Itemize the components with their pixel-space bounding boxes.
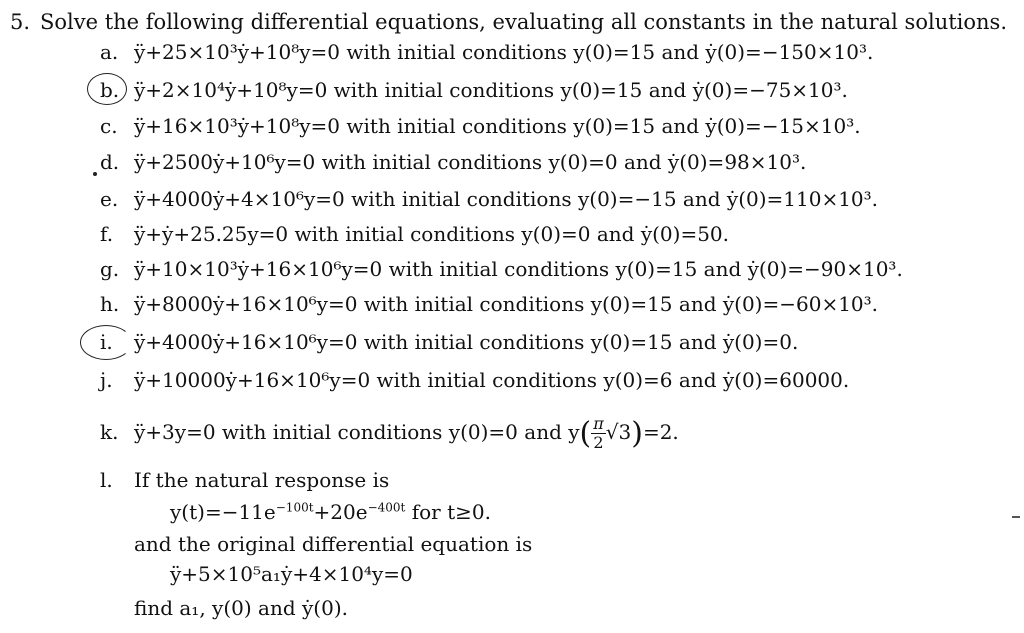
problem-title [10,10,1007,34]
original-equation-text: ÿ+5×10⁵a₁ẏ+4×10⁴y=0 [170,562,413,586]
item-e [100,187,878,211]
handwritten-circle-i [80,325,132,360]
item-a [100,40,873,64]
item-l-line3 [134,532,532,556]
item-label: d. [100,150,120,174]
item-text: ÿ+16×10³ẏ+10⁸y=0 with initial conditions y(0)=15 and ẏ(0)=−15×10³. [134,114,861,138]
item-d [100,150,806,174]
item-text: ÿ+10×10³ẏ+16×10⁶y=0 with initial conditions y(0)=15 and ẏ(0)=−90×10³. [134,257,903,281]
item-label: c. [100,114,118,138]
stray-mark [93,172,97,176]
exponent-1: −100t [275,500,314,515]
item-label: a. [100,40,119,64]
handwritten-circle-b [87,73,127,105]
item-b [100,78,848,102]
pi-over-two-fraction [591,415,606,452]
left-paren: ( [579,416,592,451]
item-label: g. [100,257,120,281]
fraction-numerator: π [593,414,604,433]
item-label: b. [100,78,120,102]
item-text: ÿ+8000ẏ+16×10⁶y=0 with initial conditions y(0)=15 and ẏ(0)=−60×10³. [134,292,879,316]
item-c [100,114,861,138]
item-text: ÿ+4000ẏ+4×10⁶y=0 with initial conditions y(0)=−15 and ẏ(0)=110×10³. [134,187,879,211]
problem-statement: Solve the following differential equations, evaluating all constants in the natural solutions. [40,10,1007,34]
item-label: k. [100,420,119,444]
item-l-intro: If the natural response is [134,468,390,492]
response-term-2: +20e [313,500,368,524]
item-label: f. [100,222,114,246]
exponent-2: −400t [367,500,406,515]
item-k-result: =2. [642,420,679,444]
sqrt-three: √3 [605,420,632,444]
item-text: ÿ+2500ẏ+10⁶y=0 with initial conditions y(0)=0 and ẏ(0)=98×10³. [134,150,807,174]
item-k [100,415,679,452]
original-equation-intro: and the original differential equation is [134,532,533,556]
item-h [100,292,878,316]
stray-mark [1012,516,1020,518]
item-g [100,257,903,281]
right-paren: ) [631,416,643,451]
item-l-question [134,596,348,620]
item-label: j. [100,368,113,392]
item-text: ÿ+2×10⁴ẏ+10⁸y=0 with initial conditions y(0)=15 and ẏ(0)=−75×10³. [134,78,848,102]
natural-response-equation [170,500,491,524]
item-f [100,222,729,246]
problem-number: 5. [10,10,31,34]
item-label: h. [100,292,120,316]
item-label: i. [100,330,113,354]
item-text: ÿ+25×10³ẏ+10⁸y=0 with initial conditions y(0)=15 and ẏ(0)=−150×10³. [134,40,874,64]
item-l [100,468,389,492]
item-text: ÿ+ẏ+25.25y=0 with initial conditions y(0)=0 and ẏ(0)=50. [134,222,730,246]
find-question-text: find a₁, y(0) and ẏ(0). [134,596,348,620]
item-label: l. [100,468,113,492]
item-k-text: ÿ+3y=0 with initial conditions y(0)=0 and y [134,420,580,444]
original-differential-equation [170,562,413,586]
response-term-1: y(t)=−11e [170,500,276,524]
fraction-denominator: 2 [593,433,604,452]
response-condition: for t≥0. [405,500,491,524]
item-i [100,330,798,354]
item-label: e. [100,187,119,211]
item-text: ÿ+10000ẏ+16×10⁶y=0 with initial conditions y(0)=6 and ẏ(0)=60000. [134,368,850,392]
item-text: ÿ+4000ẏ+16×10⁶y=0 with initial conditions y(0)=15 and ẏ(0)=0. [134,330,799,354]
item-j [100,368,849,392]
